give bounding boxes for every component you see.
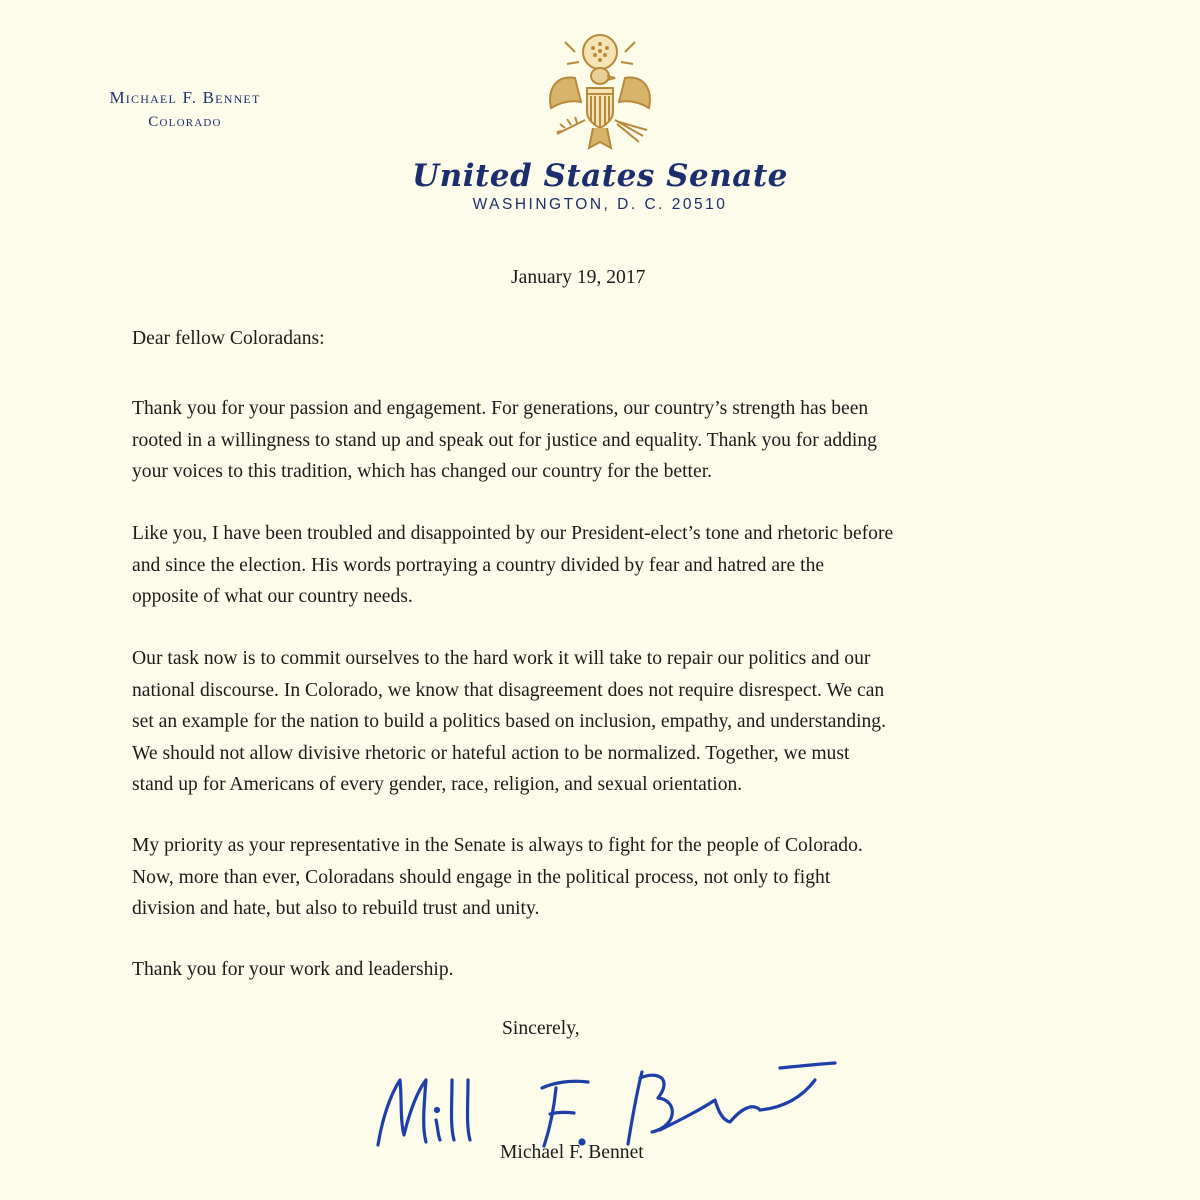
paragraph-2 bbox=[132, 518, 1072, 613]
paragraph-line: rooted in a willingness to stand up and speak out for justice and equality. Thank you for adding bbox=[132, 429, 877, 451]
paragraph-5 bbox=[132, 954, 1072, 986]
paragraph-line: your voices to this tradition, which has changed our country for the better. bbox=[132, 461, 713, 482]
institution-name: United States Senate bbox=[412, 158, 788, 194]
paragraph-1 bbox=[132, 393, 1072, 488]
salutation: Dear fellow Coloradans: bbox=[132, 328, 325, 349]
paragraph-3 bbox=[132, 643, 1072, 801]
paragraph-line: division and hate, but also to rebuild trust and unity. bbox=[132, 898, 540, 919]
great-seal-eagle-icon bbox=[535, 30, 665, 165]
paragraph-line: Thank you for your passion and engagement. For generations, our country’s strength has been bbox=[132, 398, 869, 419]
paragraph-line: Thank you for your work and leadership. bbox=[132, 959, 454, 980]
sender-name: Michael F. Bennet bbox=[109, 88, 261, 107]
paragraph-line: Now, more than ever, Coloradans should engage in the political process, not only to fight bbox=[132, 866, 831, 888]
sender-block bbox=[60, 88, 310, 131]
letter-date: January 19, 2017 bbox=[511, 267, 646, 288]
paragraph-line: national discourse. In Colorado, we know that disagreement does not require disrespect. We can bbox=[132, 679, 885, 701]
paragraph-line: Like you, I have been troubled and disappointed by our President-elect’s tone and rhetoric before bbox=[132, 523, 894, 544]
paragraph-line: My priority as your representative in the Senate is always to fight for the people of Colorado. bbox=[132, 835, 863, 856]
paragraph-line: opposite of what our country needs. bbox=[132, 586, 413, 607]
letterhead bbox=[380, 158, 820, 214]
paragraph-4 bbox=[132, 830, 1072, 925]
paragraph-line: stand up for Americans of every gender, race, religion, and sexual orientation. bbox=[132, 774, 743, 795]
sender-state: Colorado bbox=[148, 114, 222, 130]
institution-address: WASHINGTON, D. C. 20510 bbox=[472, 196, 728, 213]
closing: Sincerely, bbox=[502, 1018, 580, 1039]
paragraph-line: Our task now is to commit ourselves to the hard work it will take to repair our politics and our bbox=[132, 648, 871, 669]
paragraph-line: set an example for the nation to build a politics based on inclusion, empathy, and understanding. bbox=[132, 711, 887, 732]
paragraph-line: and since the election. His words portraying a country divided by fear and hatred are the bbox=[132, 554, 825, 576]
paragraph-line: We should not allow divisive rhetoric or hateful action to be normalized. Together, we must bbox=[132, 742, 850, 764]
signer-name: Michael F. Bennet bbox=[500, 1142, 644, 1163]
